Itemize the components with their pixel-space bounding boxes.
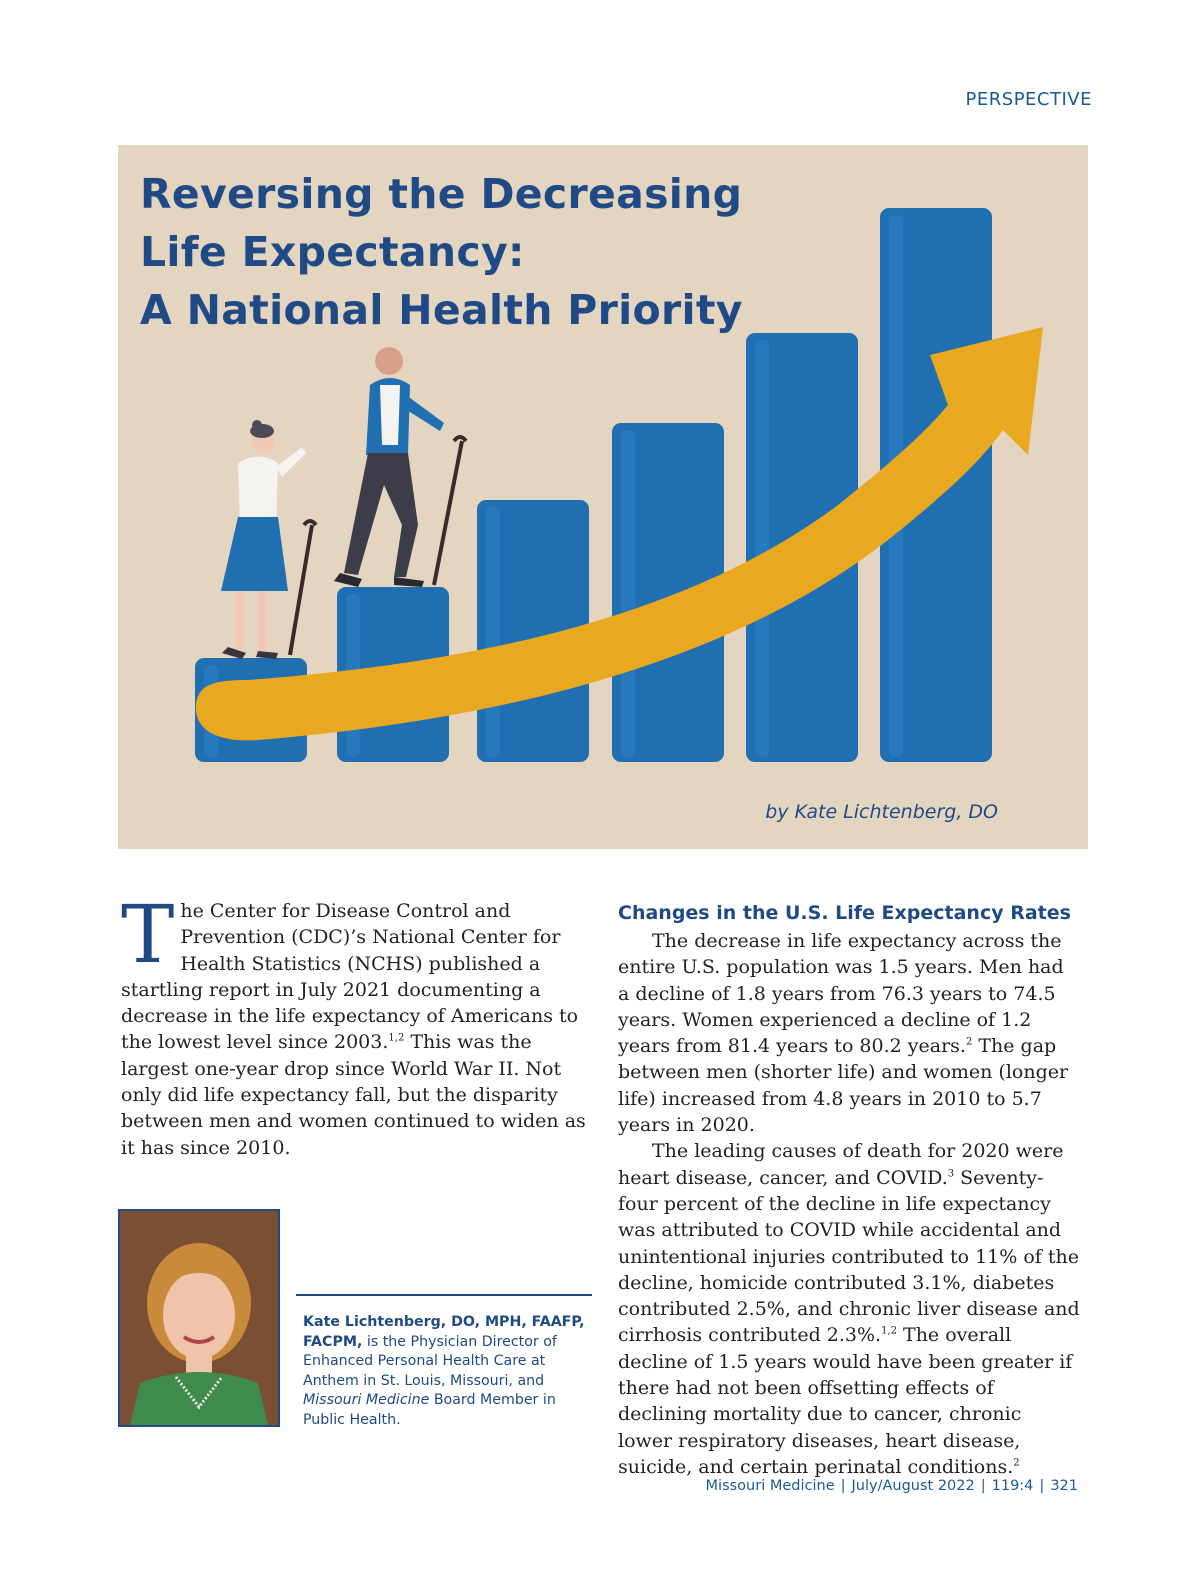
elderly-woman-figure bbox=[221, 420, 316, 659]
body-text: The leading causes of death for 2020 were heart disease, cancer, and COVID. bbox=[618, 1140, 1064, 1189]
page-number: 321 bbox=[1050, 1478, 1078, 1494]
citation-superscript: 2 bbox=[965, 1036, 973, 1048]
footer-volume: 119:4 bbox=[991, 1478, 1034, 1494]
footer-issue: July/August 2022 bbox=[851, 1478, 975, 1494]
body-paragraph bbox=[618, 928, 1080, 1138]
body-text: The decrease in life expectancy across the entire U.S. population was 1.5 years. Men had a decline of 1.8 years from 76.3 years to 74.5 years. Women experienced a decline of 1.2 years from 81.4 years to 80.2 years. bbox=[618, 930, 1064, 1058]
section-label: PERSPECTIVE bbox=[965, 89, 1092, 110]
citation-superscript: 1,2 bbox=[388, 1033, 405, 1045]
section-heading: Changes in the U.S. Life Expectancy Rates bbox=[618, 902, 1071, 924]
title-line: A National Health Priority bbox=[140, 286, 743, 334]
intro-text: he Center for Disease Control and Prevention (CDC)’s National Center for Health Statistics (NCHS) published a startling report in July 2021 documenting a decrease in the life expectancy of Americans to the lowest level since 2003. bbox=[121, 900, 579, 1054]
footer-separator: | bbox=[1039, 1478, 1045, 1494]
body-paragraph bbox=[618, 1138, 1080, 1480]
journal-name: Missouri Medicine bbox=[303, 1392, 430, 1408]
bio-text: Board Member in Public Health. bbox=[303, 1392, 556, 1428]
right-column bbox=[618, 898, 1080, 1480]
body-text: Seventy-four percent of the decline in life expectancy was attributed to COVID while accidental and unintentional injuries contributed to 11% of the decline, homicide contributed 3.1%, diabetes contributed 2.5%, and chronic liver disease and cirrhosis contributed 2.3%. bbox=[618, 1166, 1080, 1347]
author-photo bbox=[118, 1209, 280, 1427]
title-line: Reversing the Decreasing bbox=[140, 170, 743, 218]
footer-journal: Missouri Medicine bbox=[705, 1478, 835, 1494]
bio-text: is the Physician Director of Enhanced Personal Health Care at Anthem in St. Louis, Missouri, and bbox=[303, 1333, 557, 1389]
citation-superscript: 2 bbox=[1013, 1457, 1020, 1469]
citation-superscript: 3 bbox=[947, 1168, 955, 1180]
intro-paragraph bbox=[121, 888, 595, 1161]
intro-text: This was the largest one-year drop since World War II. Not only did life expectancy fall, but the disparity between men and women continued to widen as it has since 2010. bbox=[121, 1031, 586, 1159]
bio-divider bbox=[296, 1294, 592, 1296]
author-bio bbox=[303, 1313, 593, 1430]
drop-cap: T bbox=[121, 888, 175, 981]
citation-superscript: 1,2 bbox=[881, 1326, 897, 1338]
author-name: Kate Lichtenberg, DO, MPH, FAAFP, FACPM, bbox=[303, 1314, 585, 1350]
body-text: The gap between men (shorter life) and women (longer life) increased from 4.8 years in 2010 to 5.7 years in 2020. bbox=[618, 1035, 1069, 1137]
title-line: Life Expectancy: bbox=[140, 228, 525, 276]
elderly-man-figure bbox=[334, 347, 466, 587]
article-title bbox=[140, 165, 743, 339]
page-footer bbox=[706, 1478, 1078, 1494]
body-text: The overall decline of 1.5 years would have been greater if there had not been offsetting effects of declining mortality due to cancer, chronic lower respiratory diseases, heart disease, suicide, and certain perinatal conditions. bbox=[618, 1324, 1073, 1478]
footer-separator: | bbox=[980, 1478, 986, 1494]
hero-banner bbox=[118, 145, 1088, 849]
byline: by Kate Lichtenberg, DO bbox=[765, 801, 998, 823]
footer-separator: | bbox=[840, 1478, 846, 1494]
